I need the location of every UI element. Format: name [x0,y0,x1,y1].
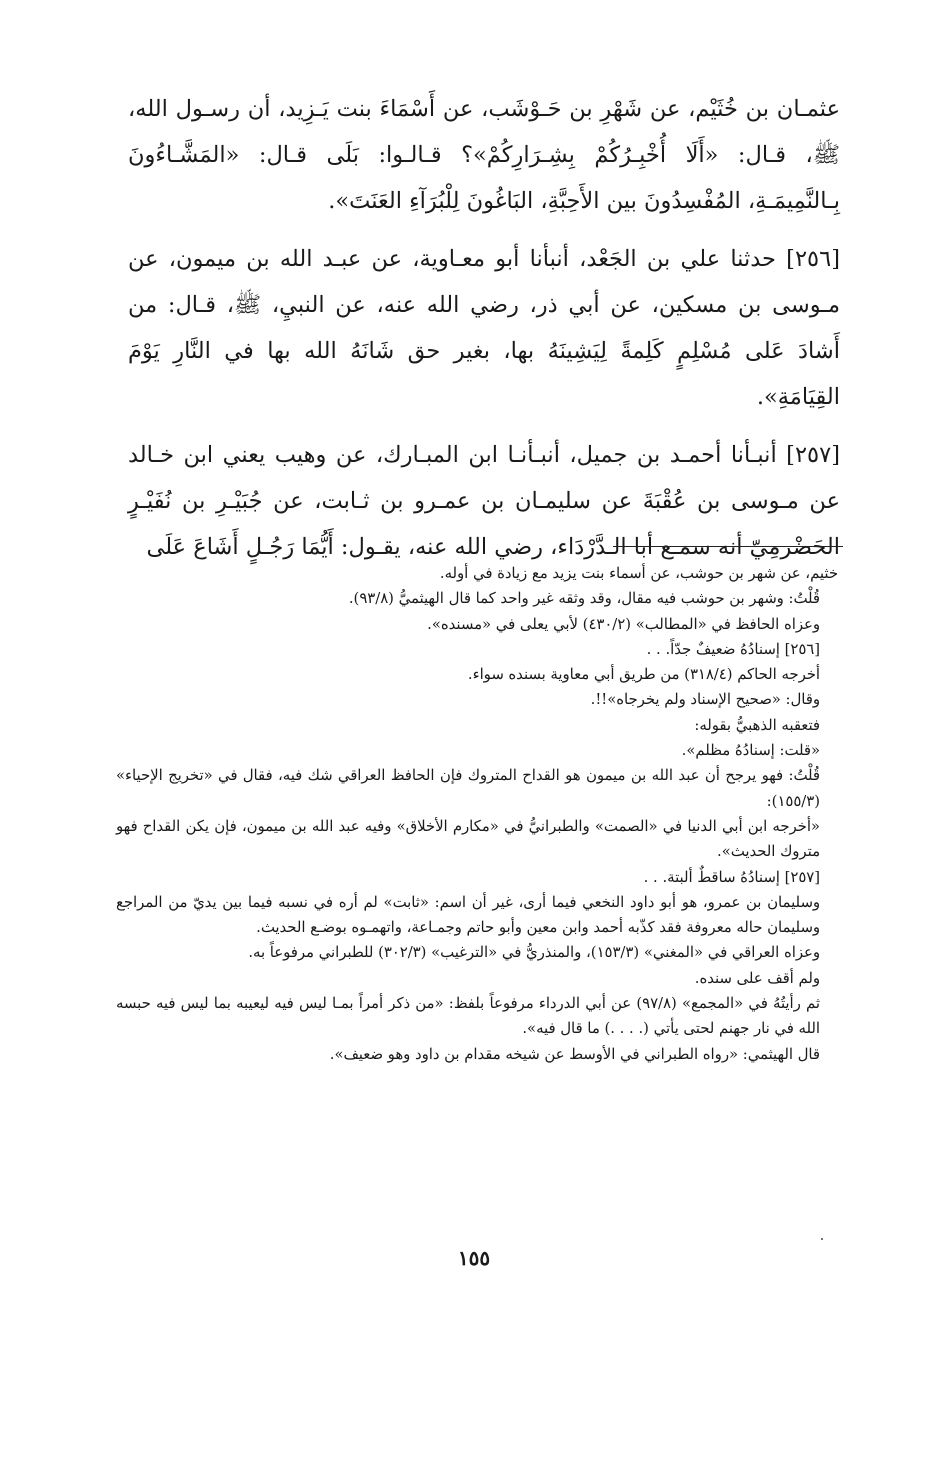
footnote-line: وسليمان بن عمرو، هو أبو داود النخعي فيما أرى، غير أن اسم: «ثابت» لم أره في نسبه فيما بين يديّ من المراجع وسليمان حاله معروفة فقد كذّبه أحمد وابن معين وأبو حاتم وجمـاعة، واتهمـوه بوضـع الحديث. [116,893,820,937]
footnote-separator [613,546,843,547]
footnote-line: فتعقبه الذهبيُّ بقوله: [694,716,820,734]
footnote-line: ثم رأيتُهُ في «المجمع» (٩٧/٨) عن أبي الدرداء مرفوعاً بلفظ: «من ذكر أمراً بمـا ليس فيه ليعيبه بما ليس فيه حبسه الله في نار جهنم لحتى يأتي (. . . .) ما قال فيه». [116,995,820,1038]
footnote-line: «قلت: إسنادُهُ مظلم». [681,742,820,760]
page-number: ١٥٥ [457,1246,491,1270]
footnote-line: [٢٥٦] إسنادُهُ ضعيفٌ جدّاً. . . [646,640,820,658]
footnote-line: وعزاه العراقي في «المغني» (١٥٣/٣)، والمنذريُّ في «الترغيب» (٣٠٢/٣) للطبراني مرفوعاً به. [248,944,820,962]
footnote-line: [٢٥٧] إسنادُهُ ساقطٌ ألبتة. . . [643,868,820,886]
footnote-line: وعزاه الحافظ في «المطالب» (٤٣٠/٢) لأبي يعلى في «مسنده». [427,615,820,633]
footnote-line: ولم أقف على سنده. [694,969,820,987]
print-speck [821,1238,823,1240]
main-text [128,86,840,582]
footnote-line: خثيم، عن شهر بن حوشب، عن أسماء بنت يزيد مع زيادة في أوله. [439,565,838,582]
footnote-line: «أخرجه ابن أبي الدنيا في «الصمت» والطبرانيُّ في «مكارم الأخلاق» وفيه عبد الله بن ميمون، فإن يكن القداح فهو متروك الحديث». [116,817,820,861]
footnote-line: قُلْتُ: فهو يرجح أن عبد الله بن ميمون هو القداح المتروك فإن الحافظ العراقي شك فيه، فقال في «تخريج الإحياء» (١٥٥/٣): [116,767,820,810]
footnotes [116,561,838,1067]
footnote-line: وقال: «صحيح الإسناد ولم يخرجاه»!!. [590,691,820,709]
footnote-line: قال الهيثمي: «رواه الطبراني في الأوسط عن شيخه مقدام بن داود وهو ضعيف». [329,1045,820,1063]
main-paragraph-1: عثمـان بن خُثَيْم، عن شَهْرِ بن حَـوْشَب، عن أَسْمَاءَ بنت يَـزِيد، أن رسـول الله، ﷺ، قـال: «أَلَا أُخْبِـرُكُمْ بِشِـرَارِكُمْ»؟ قـالـوا: بَلَى قـال: «المَشَّـاءُونَ بِـالنَّمِيمَـةِ، المُفْسِدُونَ بين الأَحِبَّةِ، البَاغُونَ لِلْبُرَآءِ العَنَتَ». [128,96,840,214]
footnote-line: أخرجه الحاكم (٣١٨/٤) من طريق أبي معاوية بسنده سواء. [467,666,820,684]
main-paragraph-3: [٢٥٧] أنبـأنا أحمـد بن جميل، أنبـأنـا ابن المبـارك، عن وهيب يعني ابن خـالد عن مـوسى بن عُقْبَةَ عن سليمـان بن عمـرو بن ثـابت، عن جُبَيْـرِ بن نُفَيْـرٍ الحَضْرمِيّ أنه سمـع أبا الـدَّرْدَاء، رضي الله عنه، يقـول: أَيُّمَا رَجُـلٍ أَشَاعَ عَلَى [128,442,840,560]
footnote-line: قُلْتُ: وشهر بن حوشب فيه مقال، وقد وثقه غير واحد كما قال الهيثميُّ (٩٣/٨). [348,590,820,608]
main-paragraph-2: [٢٥٦] حدثنا علي بن الجَعْد، أنبأنا أبو معـاوية، عن عبـد الله بن ميمون، عن مـوسى بن مسكين، عن أبي ذر، رضي الله عنه، عن النبيِ، ﷺ، قـال: من أَشادَ عَلى مُسْلِمٍ كَلِمةً لِيَشِينَهُ بها، بغير حق شَانَهُ الله بها في النَّارِ يَوْمَ القِيَامَةِ». [128,246,840,410]
